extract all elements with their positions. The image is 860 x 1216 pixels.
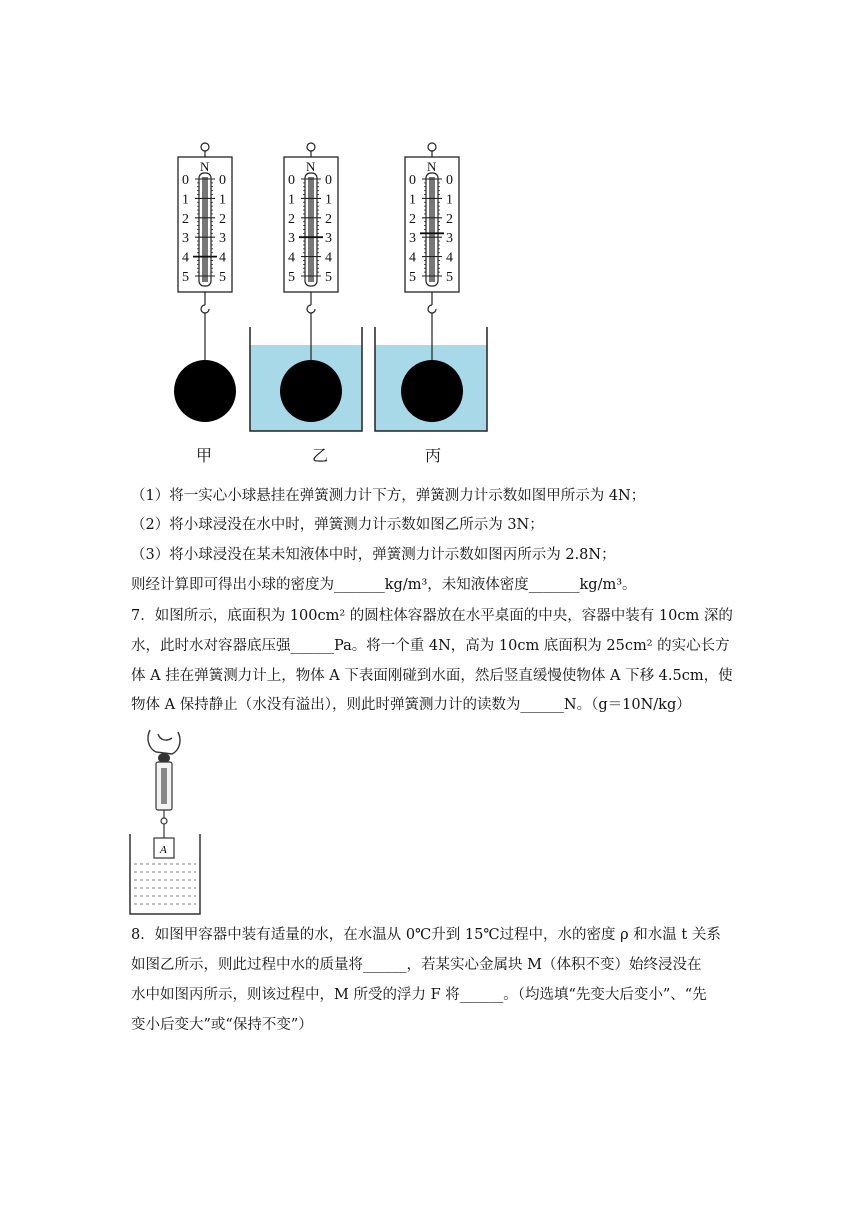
scale-tick-label: 4 <box>219 250 226 266</box>
scale-tick-label: 2 <box>288 211 295 227</box>
scale-tick-label: 2 <box>325 211 332 227</box>
q7-line-4: 物体 A 保持静止（水没有溢出），则此时弹簧测力计的读数为______N。（g＝10N/kg） <box>131 697 691 713</box>
scale-tick-label: 2 <box>219 211 226 227</box>
scale-tick-label: 1 <box>182 192 189 208</box>
scale-tick-label: 0 <box>182 173 189 188</box>
scale-tick-label: 2 <box>446 211 453 227</box>
hand-icon <box>148 730 180 754</box>
scale-tick-label: 3 <box>446 231 453 247</box>
q7-line-2: 水，此时水对容器底压强______Pa。将一个重 4N，高为 10cm 底面积为 25cm² 的实心长方 <box>131 638 730 654</box>
scale-tick-label: 5 <box>219 270 226 285</box>
scale-tick-label: 3 <box>325 231 332 247</box>
scale-tick-label: 2 <box>409 211 416 227</box>
q7-figure <box>128 728 208 916</box>
scale-tick-label: 1 <box>288 192 295 208</box>
scale-tick-label: 0 <box>288 173 295 188</box>
scale-tick-label: 3 <box>288 231 295 247</box>
q8-line-1: 8．如图甲容器中装有适量的水，在水温从 0℃升到 15℃过程中，水的密度 ρ 和水温 t 关系 <box>131 927 721 943</box>
scale-tick-label: 3 <box>182 231 189 247</box>
q8-line-2: 如图乙所示，则此过程中水的质量将______，若某实心金属块 M（体积不变）始终浸没在 <box>131 957 702 973</box>
scale-tick-label: 5 <box>446 270 453 285</box>
scale-tick-label: 4 <box>288 250 295 266</box>
block-a-label: A <box>160 844 167 856</box>
q7-line-1: 7．如图所示，底面积为 100cm² 的圆柱体容器放在水平桌面的中央，容器中装有 10cm 深的 <box>131 608 733 624</box>
label-jia: 甲 <box>196 446 213 465</box>
q8-line-3: 水中如图丙所示，则该过程中，M 所受的浮力 F 将______。（均选填“先变大后变小”、“先 <box>131 987 707 1003</box>
scale-unit-yi: N <box>306 159 316 174</box>
ball-bing <box>401 360 463 422</box>
scale-tick-label: 4 <box>325 250 332 266</box>
spring-scale-figure <box>160 135 500 435</box>
scale-tick-label: 4 <box>409 250 416 266</box>
ball-yi <box>280 360 342 422</box>
q6-step-2: （2）将小球浸没在水中时，弹簧测力计示数如图乙所示为 3N； <box>131 517 544 533</box>
scale-tick-label: 3 <box>219 231 226 247</box>
label-bing: 丙 <box>425 446 442 465</box>
q6-conclusion: 则经计算即可得出小球的密度为_______kg/m³，未知液体密度_______kg/m³。 <box>131 577 637 593</box>
scale-tick-label: 5 <box>288 270 295 285</box>
scale-tick-label: 1 <box>219 192 226 208</box>
ball-jia <box>174 360 236 422</box>
q6-step-3: （3）将小球浸没在某未知液体中时，弹簧测力计示数如图丙所示为 2.8N； <box>131 547 616 563</box>
scale-tick-label: 0 <box>409 173 416 188</box>
q8-line-4: 变小后变大”或“保持不变”） <box>131 1017 313 1033</box>
q7-line-3: 体 A 挂在弹簧测力计上，物体 A 下表面刚碰到水面，然后竖直缓慢使物体 A 下移 4.5cm，使 <box>131 668 733 684</box>
scale-tick-label: 1 <box>409 192 416 208</box>
scale-tick-label: 5 <box>182 270 189 285</box>
scale-unit-jia: N <box>200 159 210 174</box>
scale-tick-label: 2 <box>182 211 189 227</box>
label-yi: 乙 <box>312 446 329 465</box>
scale-tick-label: 3 <box>409 231 416 247</box>
spring-scale-jia <box>178 143 232 360</box>
scale-tick-label: 0 <box>325 173 332 188</box>
scale-unit-bing: N <box>427 159 437 174</box>
scale-tick-label: 4 <box>446 250 453 266</box>
scale-tick-label: 4 <box>182 250 189 266</box>
scale-tick-label: 1 <box>325 192 332 208</box>
scale-tick-label: 5 <box>409 270 416 285</box>
scale-tick-label: 0 <box>219 173 226 188</box>
scale-tick-label: 5 <box>325 270 332 285</box>
q6-step-1: （1）将一实心小球悬挂在弹簧测力计下方，弹簧测力计示数如图甲所示为 4N； <box>131 488 646 504</box>
scale-tick-label: 0 <box>446 173 453 188</box>
spring-scale-bing <box>405 143 459 360</box>
spring-scale-yi <box>284 143 338 360</box>
scale-tick-label: 1 <box>446 192 453 208</box>
